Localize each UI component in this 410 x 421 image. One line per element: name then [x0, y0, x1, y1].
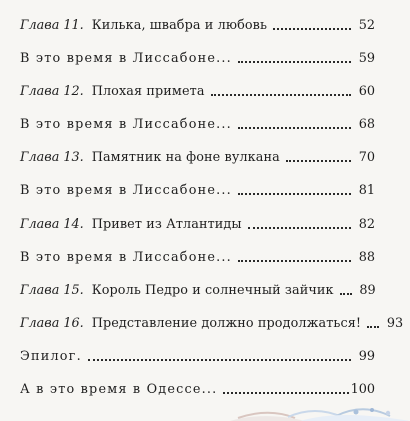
toc-entry-lisbon-3: [20, 183, 375, 216]
toc-entry-line: [20, 250, 375, 266]
toc-entry-line: [20, 84, 375, 100]
interlude-title: В это время в Лиссабоне...: [20, 117, 232, 133]
chapter-title: Килька, швабра и любовь: [91, 18, 268, 33]
chapter-title: Плохая примета: [91, 84, 205, 100]
page-number: 88: [358, 249, 375, 265]
toc-entry-lisbon-1: [20, 51, 375, 84]
leader-dots: [238, 193, 351, 195]
toc-entry-chapter-16: [20, 315, 404, 349]
leader-dots: [340, 293, 352, 295]
toc-entry-lisbon-2: [20, 117, 375, 150]
toc-entry-lisbon-4: [20, 250, 375, 283]
chapter-label: Глава: [20, 282, 60, 298]
table-of-contents: [20, 18, 404, 415]
chapter-title: Король Педро и солнечный зайчик: [91, 282, 334, 298]
toc-entry-line: [20, 150, 375, 166]
toc-entry-line: [20, 283, 375, 299]
chapter-number: 11.: [63, 18, 84, 33]
toc-entry-line: [20, 18, 375, 34]
page-number: 93: [386, 315, 404, 331]
chapter-label: Глава: [20, 150, 60, 166]
decorative-dot-3: [386, 411, 390, 415]
page-number: 81: [358, 183, 375, 199]
interlude-title: В это время в Лиссабоне...: [20, 249, 232, 265]
toc-entry-line: [20, 349, 375, 365]
chapter-number: 12.: [63, 84, 84, 100]
toc-entry-epilogue: [20, 349, 375, 382]
page-number: 99: [358, 348, 375, 364]
leader-dots: [273, 28, 351, 30]
page-number: 52: [358, 18, 375, 33]
leader-dots: [367, 326, 379, 328]
toc-entry-chapter-12: [20, 84, 375, 117]
leader-dots: [211, 94, 351, 96]
chapter-number: 13.: [63, 150, 84, 166]
page-number: 82: [358, 216, 375, 232]
chapter-title: Привет из Атлантиды: [91, 216, 242, 232]
epilogue-title: Эпилог.: [20, 348, 82, 364]
chapter-label: Глава: [20, 216, 60, 232]
toc-entry-line: [20, 217, 375, 233]
chapter-label: Глава: [20, 315, 60, 331]
toc-entry-line: [20, 183, 375, 199]
page-number: 70: [358, 150, 375, 166]
leader-dots: [238, 127, 351, 129]
page-number: 60: [358, 84, 375, 100]
toc-entry-line: [20, 382, 375, 398]
decorative-wave-2: [300, 415, 410, 421]
page-number: 68: [358, 117, 375, 133]
chapter-title: Представление должно продолжаться!: [91, 315, 362, 331]
interlude-title: В это время в Лиссабоне...: [20, 183, 232, 199]
leader-dots: [238, 260, 351, 262]
toc-entry-chapter-13: [20, 150, 375, 183]
leader-dots: [88, 359, 351, 361]
toc-entry-line: [20, 117, 375, 133]
chapter-label: Глава: [20, 84, 60, 100]
leader-dots: [248, 227, 351, 229]
chapter-number: 14.: [63, 216, 84, 232]
toc-entry-chapter-11: [20, 18, 375, 51]
decorative-wave: [230, 416, 305, 421]
toc-entry-line: [20, 51, 375, 67]
chapter-number: 16.: [63, 315, 84, 331]
page-number: 100: [350, 382, 375, 398]
page-number: 89: [359, 282, 376, 298]
chapter-title: Памятник на фоне вулкана: [91, 150, 280, 166]
leader-dots: [223, 392, 348, 394]
toc-entry-chapter-15: [20, 283, 375, 316]
interlude-title: А в это время в Одессе...: [20, 382, 218, 398]
toc-entry-odessa: [20, 382, 375, 415]
interlude-title: В это время в Лиссабоне...: [20, 51, 232, 67]
toc-entry-chapter-14: [20, 217, 375, 250]
page-number: 59: [358, 51, 375, 67]
leader-dots: [238, 61, 351, 63]
leader-dots: [286, 160, 351, 162]
chapter-number: 15.: [63, 282, 84, 298]
chapter-label: Глава: [20, 18, 60, 33]
toc-entry-line: [20, 315, 404, 332]
